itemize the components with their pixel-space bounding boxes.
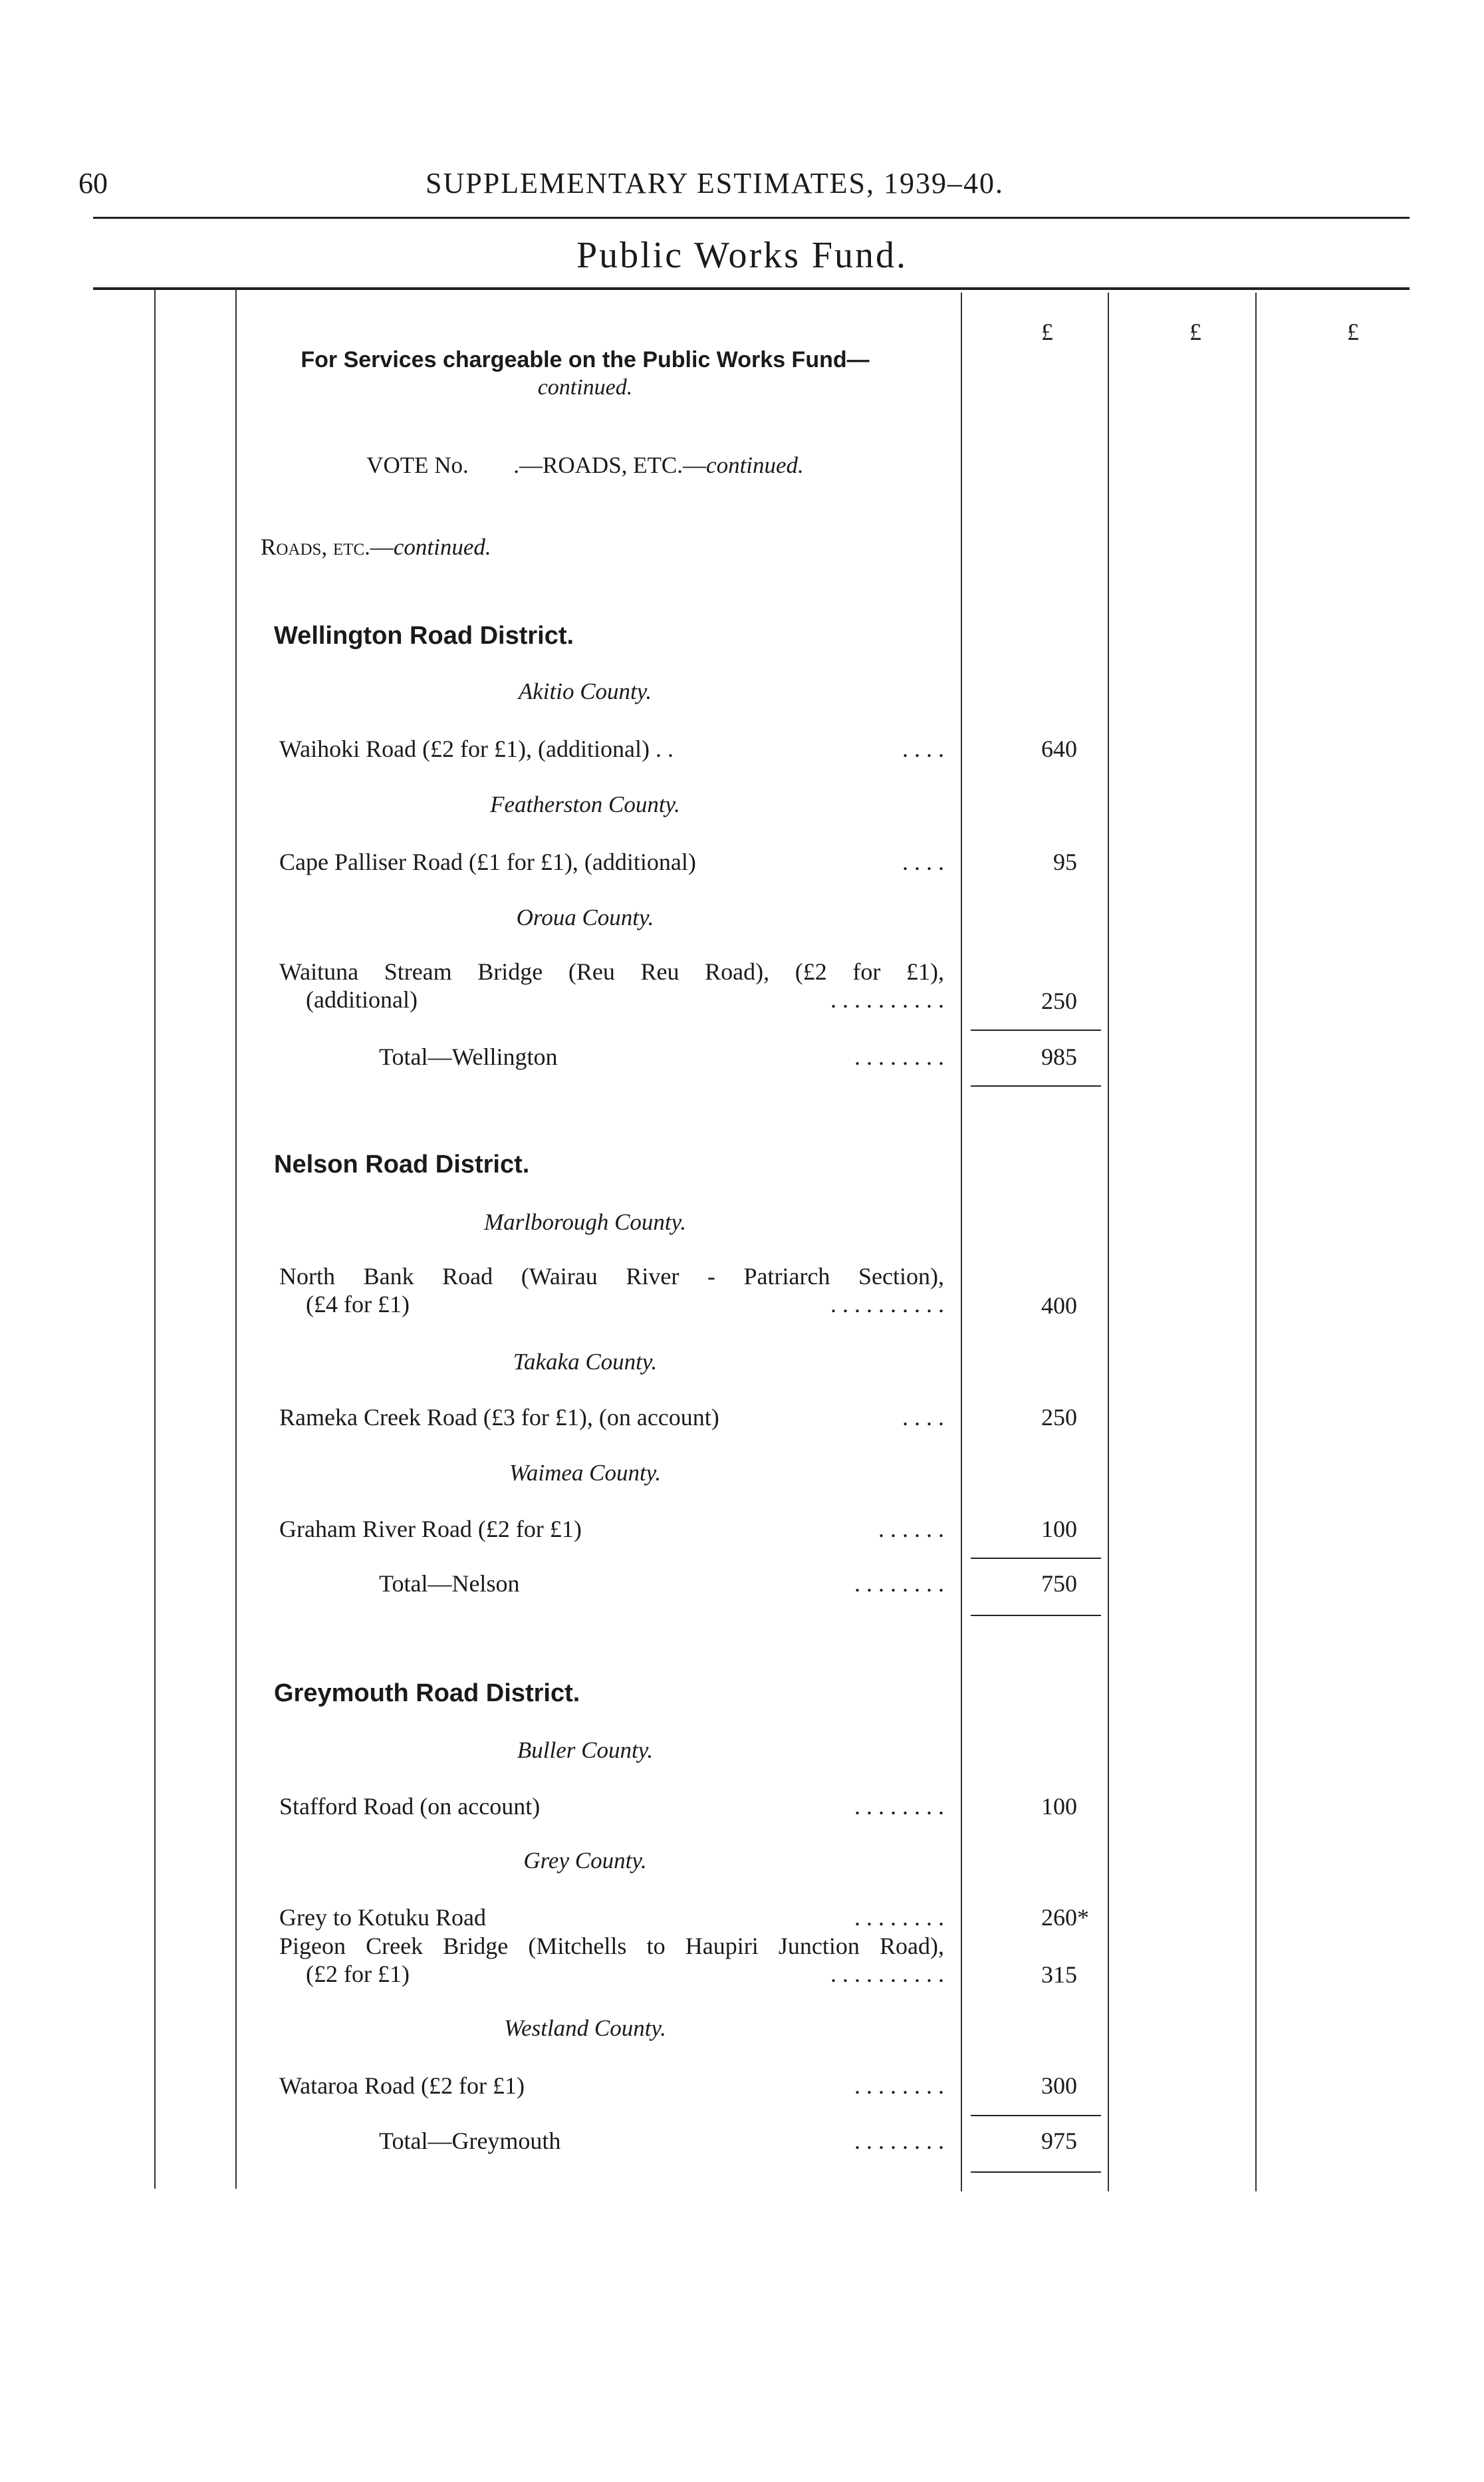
leader-dots: . . . . xyxy=(902,1404,944,1431)
item-label-line-1: Waituna Stream Bridge (Reu Reu Road), (£2 for £1), xyxy=(279,958,944,985)
item-grey-to-kotuku-road xyxy=(279,1903,944,1931)
item-label: Stafford Road (on account) xyxy=(279,1793,541,1820)
leader-dots: . . . . xyxy=(902,849,944,875)
rule-running-head xyxy=(93,217,1410,219)
total-rule-nelson-top xyxy=(971,1558,1101,1559)
leader-dots: . . . . . . . . . . xyxy=(830,1291,944,1317)
total-rule-wellington-bottom xyxy=(971,1085,1101,1087)
amount-stafford-road: 100 xyxy=(1041,1793,1077,1820)
leader-dots: . . . . . . . . . . xyxy=(830,986,944,1013)
total-rule-greymouth-bottom xyxy=(971,2171,1101,2173)
amount-total-wellington: 985 xyxy=(1041,1043,1077,1070)
item-rameka-creek-road xyxy=(279,1403,944,1431)
column-head-pound-3: £ xyxy=(1347,319,1359,345)
item-label: Cape Palliser Road (£1 for £1), (additional) xyxy=(279,849,696,875)
district-title-wellington: Wellington Road District. xyxy=(274,622,574,650)
total-label: Total—Greymouth xyxy=(379,2128,561,2154)
leader-dots: . . . . xyxy=(902,736,944,762)
running-head: SUPPLEMENTARY ESTIMATES, 1939–40. xyxy=(426,167,1005,200)
amount-cape-palliser-road: 95 xyxy=(1053,849,1077,875)
item-label-line-2: (£4 for £1) xyxy=(306,1291,410,1317)
total-rule-greymouth-top xyxy=(971,2115,1101,2116)
column-rule-1 xyxy=(154,290,156,2189)
county-westland: Westland County. xyxy=(504,2015,666,2041)
item-cape-palliser-road xyxy=(279,848,944,876)
leader-dots: . . . . . . . . xyxy=(854,1793,944,1820)
item-label: Rameka Creek Road (£3 for £1), (on account) xyxy=(279,1404,719,1431)
item-label: Grey to Kotuku Road xyxy=(279,1904,486,1931)
item-label-line-2: (additional) xyxy=(306,986,418,1013)
district-title-nelson: Nelson Road District. xyxy=(274,1151,530,1178)
column-rule-2 xyxy=(235,290,237,2189)
amount-graham-river-road: 100 xyxy=(1041,1516,1077,1542)
item-graham-river-road xyxy=(279,1515,944,1543)
item-pigeon-creek-bridge xyxy=(279,1932,944,1988)
vote-line xyxy=(253,452,918,479)
item-waituna-stream-bridge xyxy=(279,958,944,1014)
leader-dots: . . . . . . . . xyxy=(854,2072,944,2099)
item-wataroa-road xyxy=(279,2072,944,2100)
amount-north-bank-road: 400 xyxy=(1041,1292,1077,1319)
county-grey: Grey County. xyxy=(523,1848,647,1873)
total-label: Total—Nelson xyxy=(379,1570,520,1597)
item-label-line-2: (£2 for £1) xyxy=(306,1961,410,1987)
roads-continued: continued. xyxy=(393,534,491,560)
column-rule-4 xyxy=(1108,293,1109,2191)
item-label-line-1: North Bank Road (Wairau River - Patriarch Section), xyxy=(279,1263,944,1290)
item-label: Wataroa Road (£2 for £1) xyxy=(279,2072,525,2099)
vote-prefix: VOTE No. xyxy=(366,452,469,478)
rule-fund-title xyxy=(93,287,1410,290)
amount-waituna-stream-bridge: 250 xyxy=(1041,988,1077,1014)
services-heading xyxy=(253,346,918,402)
total-greymouth xyxy=(379,2127,944,2155)
item-north-bank-road xyxy=(279,1262,944,1318)
column-rule-5 xyxy=(1255,293,1257,2191)
services-line: For Services chargeable on the Public Works Fund— xyxy=(301,347,870,372)
roads-line xyxy=(261,534,491,561)
amount-waihoki-road: 640 xyxy=(1041,736,1077,762)
vote-continued: continued. xyxy=(706,452,804,478)
county-oroua: Oroua County. xyxy=(516,904,654,930)
leader-dots: . . . . . . . . . . xyxy=(830,1961,944,1987)
county-buller: Buller County. xyxy=(517,1737,654,1763)
amount-pigeon-creek-bridge: 315 xyxy=(1041,1961,1077,1988)
county-featherston: Featherston County. xyxy=(490,791,680,817)
item-label: Graham River Road (£2 for £1) xyxy=(279,1516,582,1542)
leader-dots: . . . . . . xyxy=(878,1516,944,1542)
column-head-pound-1: £ xyxy=(1041,319,1053,345)
leader-dots: . . . . . . . . xyxy=(854,1904,944,1931)
amount-total-nelson: 750 xyxy=(1041,1570,1077,1597)
item-waihoki-road xyxy=(279,735,944,763)
total-nelson xyxy=(379,1570,944,1597)
column-rule-3 xyxy=(961,293,962,2191)
leader-dots: . . . . . . . . xyxy=(854,1043,944,1070)
leader-dots: . . . . . . . . xyxy=(854,2128,944,2154)
amount-total-greymouth: 975 xyxy=(1041,2128,1077,2154)
total-wellington xyxy=(379,1043,944,1071)
roads-prefix: Roads, etc.— xyxy=(261,534,394,560)
total-rule-nelson-bottom xyxy=(971,1615,1101,1616)
county-waimea: Waimea County. xyxy=(509,1460,662,1486)
total-rule-wellington-top xyxy=(971,1030,1101,1031)
county-marlborough: Marlborough County. xyxy=(484,1209,686,1235)
total-label: Total—Wellington xyxy=(379,1043,558,1070)
item-label-line-1: Pigeon Creek Bridge (Mitchells to Haupiri Junction Road), xyxy=(279,1933,944,1959)
district-title-greymouth: Greymouth Road District. xyxy=(274,1679,580,1707)
page-number: 60 xyxy=(78,167,108,200)
county-akitio: Akitio County. xyxy=(518,678,652,704)
amount-grey-to-kotuku-road: 260* xyxy=(1041,1904,1089,1931)
amount-wataroa-road: 300 xyxy=(1041,2072,1077,2099)
item-stafford-road xyxy=(279,1792,944,1820)
vote-rest: .—ROADS, ETC.— xyxy=(513,452,707,478)
county-takaka: Takaka County. xyxy=(513,1349,658,1375)
leader-dots: . . . . . . . . xyxy=(854,1570,944,1597)
column-head-pound-2: £ xyxy=(1189,319,1201,345)
amount-rameka-creek-road: 250 xyxy=(1041,1404,1077,1431)
item-label: Waihoki Road (£2 for £1), (additional) . . xyxy=(279,736,674,762)
services-continued: continued. xyxy=(537,375,633,400)
fund-title: Public Works Fund. xyxy=(576,235,908,276)
